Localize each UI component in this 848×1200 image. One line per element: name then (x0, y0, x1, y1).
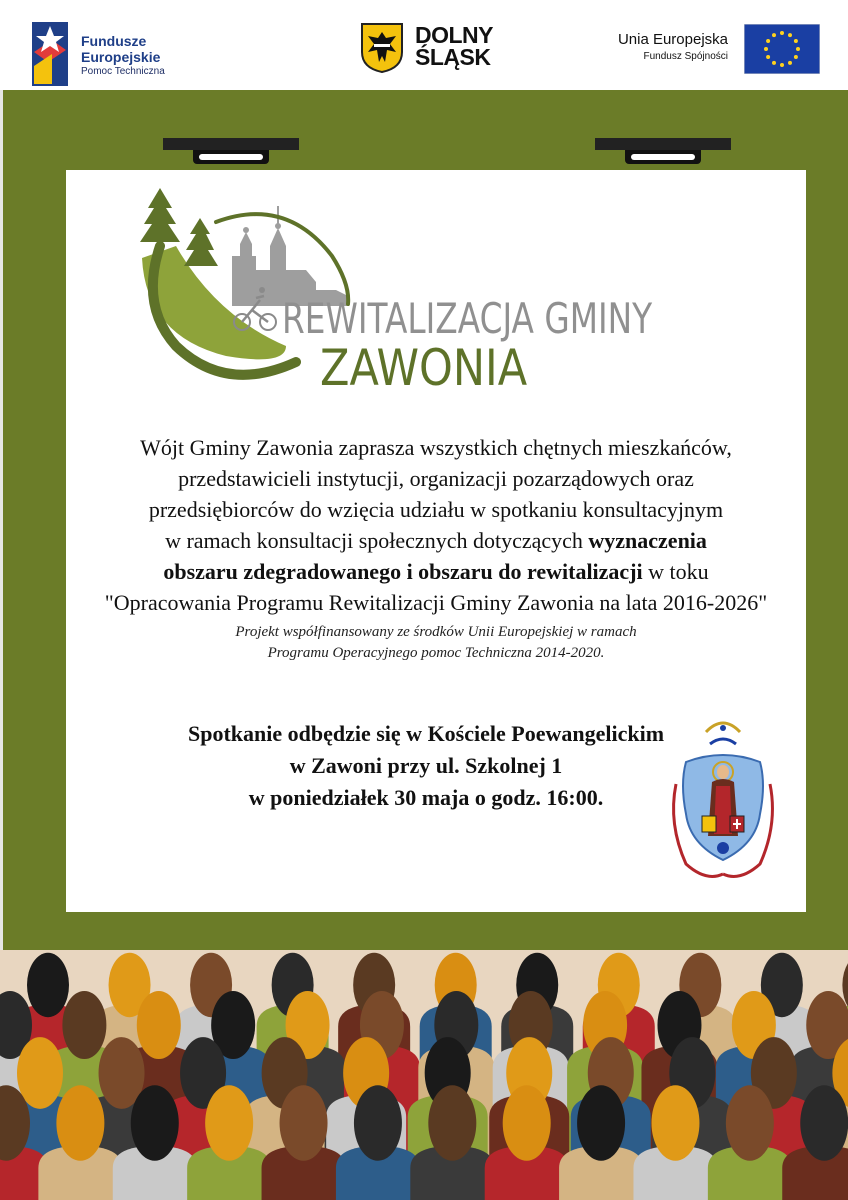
unia-line2: Fundusz Spójności (643, 51, 728, 62)
invitation-text (76, 432, 796, 618)
crowd-of-people-icon (0, 950, 848, 1200)
fundusze-europejskie-icon (32, 22, 68, 86)
cofinancing-note (76, 622, 796, 664)
invitation-line4 (76, 525, 796, 556)
dolny-slask-line1: DOLNY (415, 22, 493, 48)
meeting-line2: w Zawoni przy ul. Szkolnej 1 (289, 753, 563, 778)
fundusze-europejskie-logo (32, 22, 192, 86)
invitation-line5-bold: obszaru zdegradowanego i obszaru do rewitalizacji (163, 559, 643, 584)
dolny-slask-logo (360, 22, 520, 76)
gmina-zawonia-crest-icon (666, 714, 780, 886)
invitation-line2: przedstawicieli instytucji, organizacji pozarządowych oraz (178, 466, 694, 491)
invitation-line3: przedsiębiorców do wzięcia udziału w spotkaniu konsultacyjnym (148, 497, 724, 522)
unia-line1: Unia Europejska (617, 31, 728, 48)
audience-illustration (0, 950, 848, 1200)
fundusze-line1: Fundusze (81, 33, 147, 49)
logo-title-line1: REWITALIZACJA GMINY (282, 294, 653, 343)
header-logos (0, 0, 848, 90)
ceiling-lamp-right (595, 138, 731, 166)
invitation-line6: "Opracowania Programu Rewitalizacji Gminy Zawonia na lata 2016-2026" (104, 590, 768, 615)
meeting-line1: Spotkanie odbędzie się w Kościele Poewangelickim (187, 721, 665, 746)
fundusze-line3: Pomoc Techniczna (81, 66, 165, 77)
cofinancing-line2: Programu Operacyjnego pomoc Techniczna 2014-2020. (267, 645, 605, 661)
ceiling-lamp-left (163, 138, 299, 166)
meeting-details (96, 718, 756, 814)
eagle-shield-icon (360, 22, 404, 74)
invitation-line1: Wójt Gminy Zawonia zaprasza wszystkich chętnych mieszkańców, (140, 435, 732, 460)
logo-title-line2: ZAWONIA (320, 339, 528, 397)
poster-board (66, 170, 806, 912)
fundusze-line2: Europejskie (81, 49, 161, 65)
unia-europejska-logo (590, 24, 822, 76)
invitation-line5 (76, 556, 796, 587)
invitation-line4-bold: wyznaczenia (588, 528, 707, 553)
meeting-line3: w poniedziałek 30 maja o godz. 16:00. (248, 785, 604, 810)
dolny-slask-line2: ŚLĄSK (415, 44, 491, 70)
invitation-line4-plain: w ramach konsultacji społecznych dotyczących (165, 528, 589, 553)
invitation-line5-plain: w toku (642, 559, 709, 584)
cofinancing-line1: Projekt współfinansowany ze środków Unii Europejskiej w ramach (235, 624, 637, 640)
eu-flag-icon (744, 24, 820, 74)
